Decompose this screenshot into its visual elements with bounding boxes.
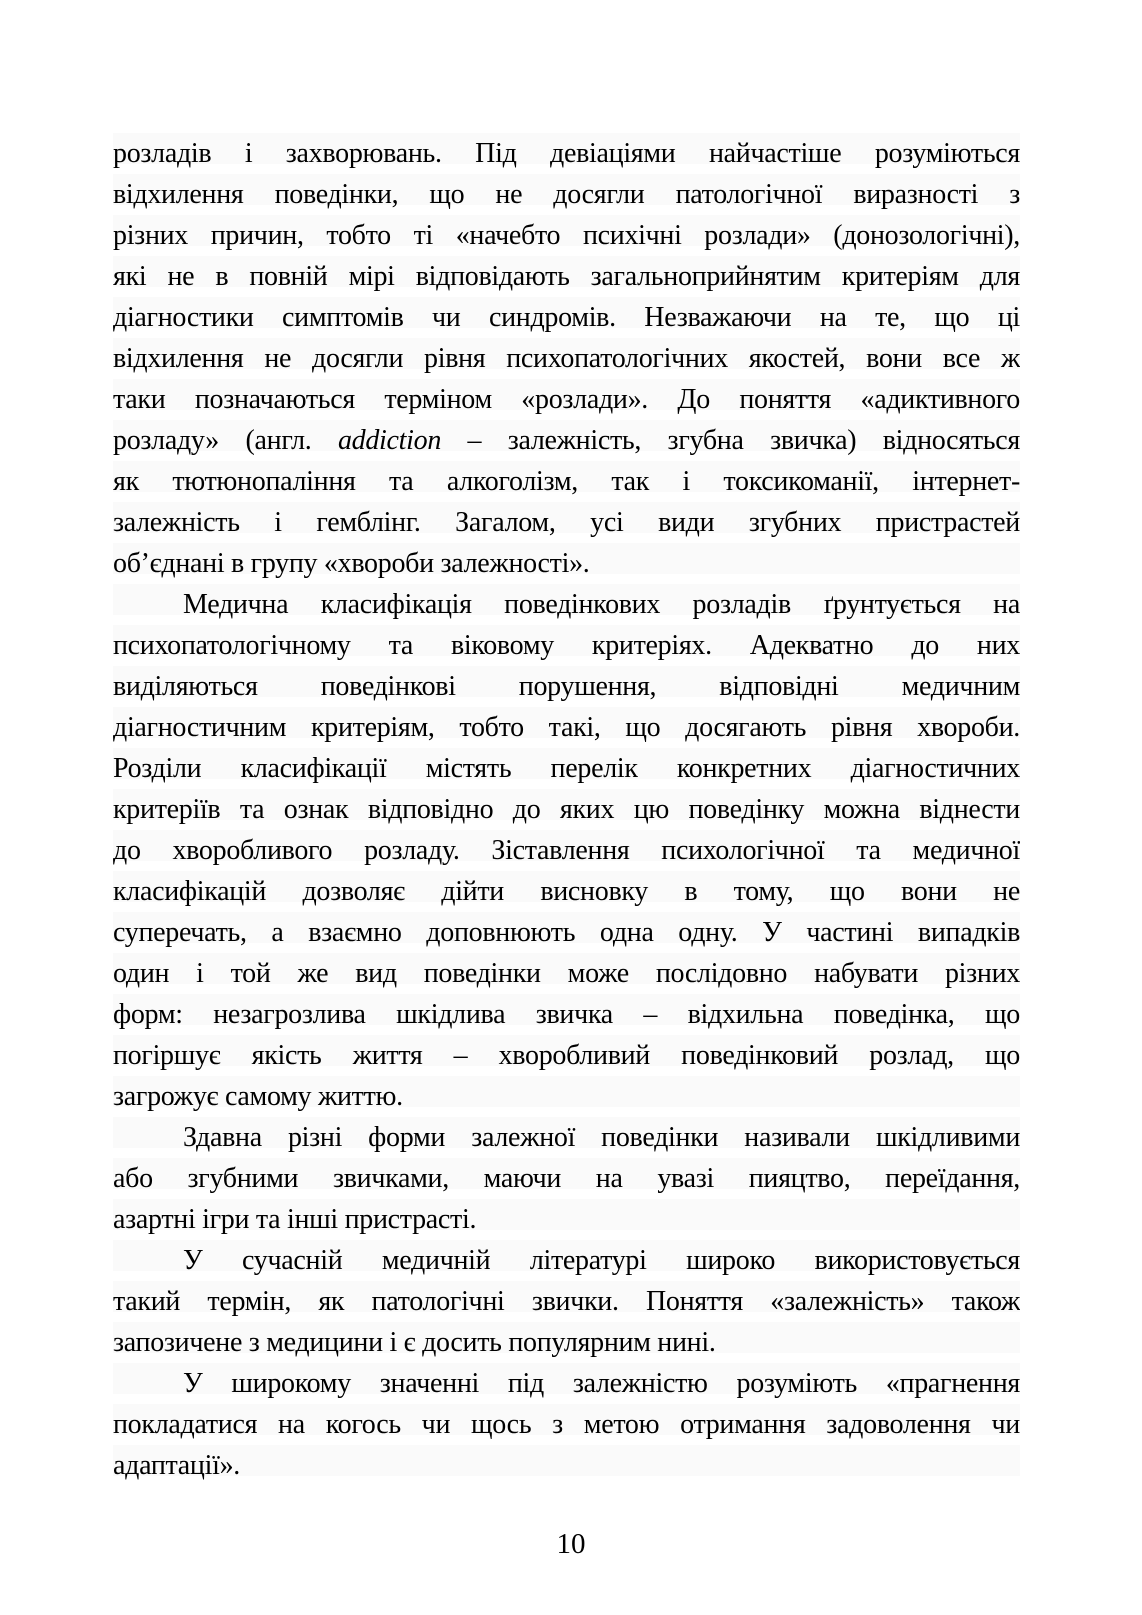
text-line: погіршує якість життя – хворобливий поведінковий розлад, що [113,1040,1020,1071]
text-line: діагностики симптомів чи синдромів. Незважаючи на те, що ці [113,302,1020,333]
text-line: залежність і гемблінг. Загалом, усі види згубних пристрастей [113,507,1020,538]
text-line: до хворобливого розладу. Зіставлення психологічної та медичної [113,835,1020,866]
text-line: адаптації». [113,1450,240,1481]
page-body-text [113,133,1020,1486]
page-number: 10 [556,1528,586,1560]
paragraph [113,1363,1020,1486]
text-line [113,420,1020,461]
text-line: суперечать, а взаємно доповнюють одна одну. У частині випадків [113,917,1020,948]
text-line: які не в повній мірі відповідають загальноприйнятим критеріям для [113,261,1020,292]
text-line: один і той же вид поведінки може послідовно набувати різних [113,958,1020,989]
text-line: азартні ігри та інші пристрасті. [113,1204,477,1235]
paragraph [113,1117,1020,1240]
text-line: різних причин, тобто ті «начебто психічні розлади» (донозологічні), [113,220,1020,251]
text-line: розладів і захворювань. Під девіаціями найчастіше розуміються [113,138,1020,169]
text-line: У широкому значенні під залежністю розуміють «прагнення [183,1368,1020,1399]
text-line: класифікацій дозволяє дійти висновку в тому, що вони не [113,876,1020,907]
text-line: виділяються поведінкові порушення, відповідні медичним [113,671,1020,702]
text-line: форм: незагрозлива шкідлива звичка – відхильна поведінка, що [113,999,1020,1030]
text-line: або згубними звичками, маючи на увазі пияцтво, переїдання, [113,1163,1020,1194]
paragraph [113,133,1020,584]
italic-term-addiction: addiction [337,425,442,456]
text-line: покладатися на когось чи щось з метою отримання задоволення чи [113,1409,1020,1440]
text-segment: – залежність, згубна звичка) відносяться [441,425,1020,456]
paragraph [113,584,1020,1117]
text-line: об’єднані в групу «хвороби залежності». [113,548,590,579]
text-line: таки позначаються терміном «розлади». До поняття «адиктивного [113,384,1020,415]
text-line: відхилення не досягли рівня психопатологічних якостей, вони все ж [113,343,1020,374]
text-line: критеріїв та ознак відповідно до яких цю поведінку можна віднести [113,794,1020,825]
text-line: запозичене з медицини і є досить популярним нині. [113,1327,716,1358]
paragraph [113,1240,1020,1363]
text-line: Здавна різні форми залежної поведінки називали шкідливими [183,1122,1020,1153]
text-line: такий термін, як патологічні звички. Поняття «залежність» також [113,1286,1020,1317]
text-segment: розладу» (англ. [113,425,338,456]
text-line: загрожує самому життю. [113,1081,403,1112]
text-line: відхилення поведінки, що не досягли патологічної виразності з [113,179,1020,210]
text-line: Медична класифікація поведінкових розладів ґрунтується на [183,589,1020,620]
text-line: Розділи класифікації містять перелік конкретних діагностичних [113,753,1020,784]
text-line: як тютюнопаління та алкоголізм, так і токсикоманії, інтернет- [113,466,1020,497]
text-line: У сучасній медичній літературі широко використовується [183,1245,1020,1276]
text-line: діагностичним критеріям, тобто такі, що досягають рівня хвороби. [113,712,1020,743]
text-line: психопатологічному та віковому критеріях. Адекватно до них [113,630,1020,661]
